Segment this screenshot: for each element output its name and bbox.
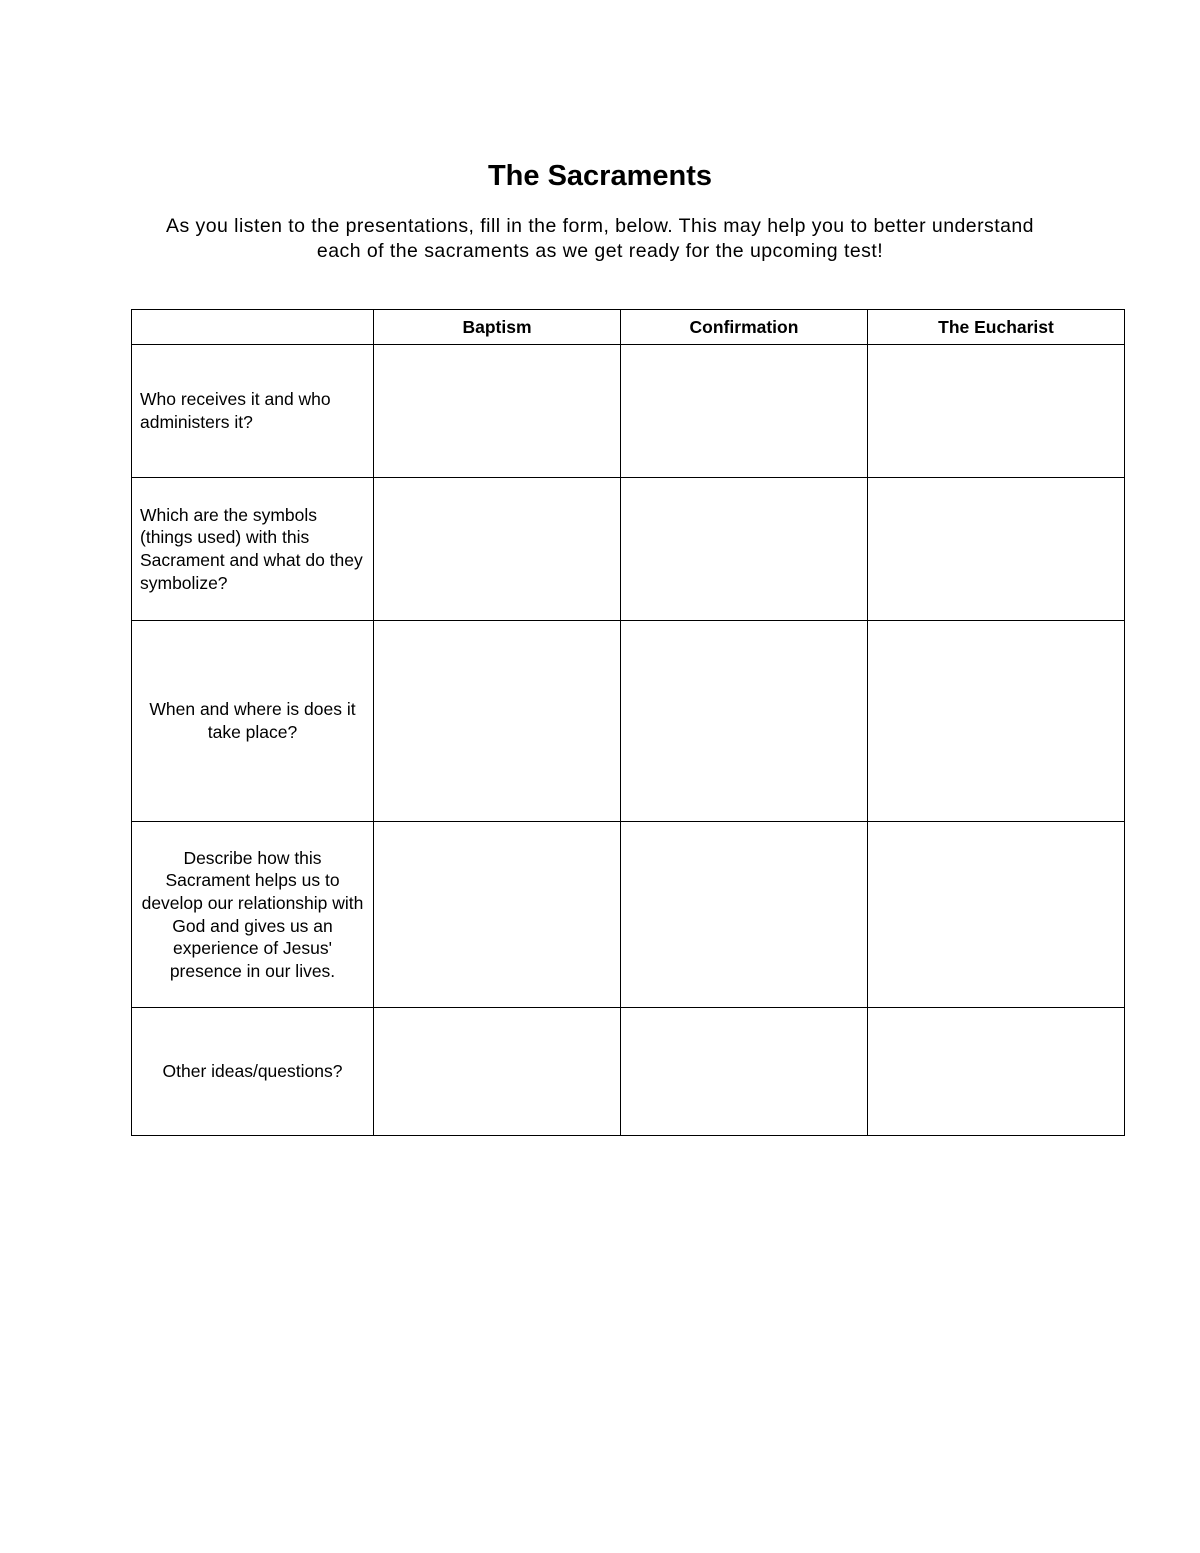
answer-cell-confirmation[interactable]	[621, 822, 868, 1008]
question-other-ideas: Other ideas/questions?	[132, 1008, 374, 1136]
question-symbols: Which are the symbols (things used) with this Sacrament and what do they symbolize?	[132, 478, 374, 621]
sacraments-table	[131, 309, 1125, 1136]
answer-cell-eucharist[interactable]	[868, 822, 1125, 1008]
header-baptism: Baptism	[374, 310, 621, 345]
intro-paragraph	[130, 214, 1070, 264]
header-corner-cell	[132, 310, 374, 345]
table-row	[132, 621, 1125, 822]
answer-cell-baptism[interactable]	[374, 345, 621, 478]
intro-line-2: each of the sacraments as we get ready for the upcoming test!	[316, 240, 884, 262]
answer-cell-eucharist[interactable]	[868, 478, 1125, 621]
answer-cell-confirmation[interactable]	[621, 621, 868, 822]
answer-cell-eucharist[interactable]	[868, 621, 1125, 822]
table-header-row	[132, 310, 1125, 345]
answer-cell-confirmation[interactable]	[621, 478, 868, 621]
table-row	[132, 1008, 1125, 1136]
table-row	[132, 345, 1125, 478]
answer-cell-baptism[interactable]	[374, 621, 621, 822]
answer-cell-eucharist[interactable]	[868, 345, 1125, 478]
answer-cell-confirmation[interactable]	[621, 1008, 868, 1136]
table-row	[132, 478, 1125, 621]
header-confirmation: Confirmation	[621, 310, 868, 345]
page-title: The Sacraments	[487, 160, 713, 192]
answer-cell-baptism[interactable]	[374, 478, 621, 621]
answer-cell-confirmation[interactable]	[621, 345, 868, 478]
intro-line-1: As you listen to the presentations, fill in the form, below. This may help you to better understand	[166, 215, 1034, 237]
answer-cell-baptism[interactable]	[374, 822, 621, 1008]
question-relationship: Describe how this Sacrament helps us to develop our relationship with God and gives us an experience of Jesus' presence in our lives.	[132, 822, 374, 1008]
answer-cell-baptism[interactable]	[374, 1008, 621, 1136]
question-who-receives: Who receives it and who administers it?	[132, 345, 374, 478]
header-eucharist: The Eucharist	[868, 310, 1125, 345]
question-when-where: When and where is does it take place?	[132, 621, 374, 822]
answer-cell-eucharist[interactable]	[868, 1008, 1125, 1136]
table-row	[132, 822, 1125, 1008]
